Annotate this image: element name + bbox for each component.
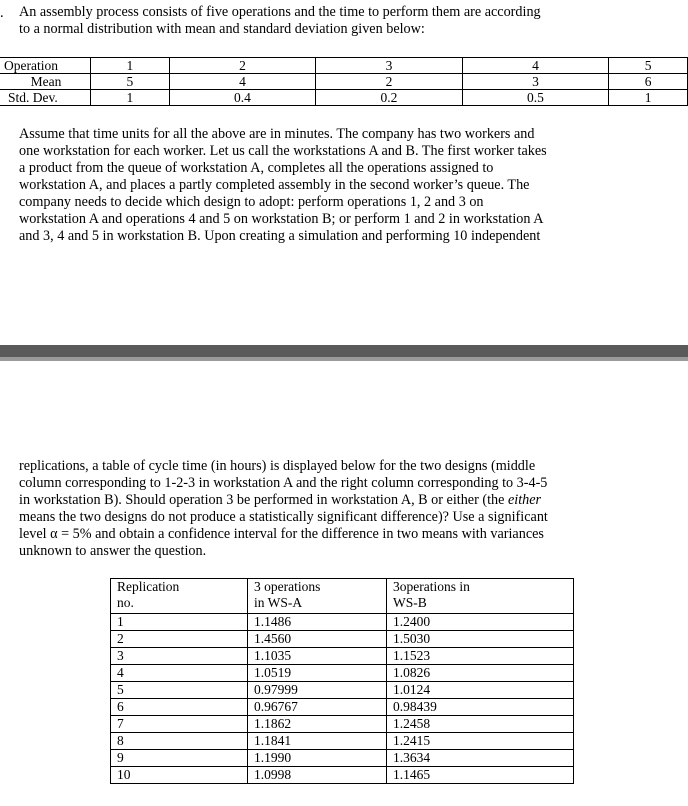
table-cell: 1.0998 [248,767,387,784]
table-row [111,631,574,648]
paragraph-line: company needs to decide which design to adopt: perform operations 1, 2 and 3 on [19,194,484,210]
table-header-row [111,579,574,614]
paragraph-line: unknown to answer the question. [19,543,207,559]
row-label: Mean [0,74,91,90]
table-cell: 1.2415 [387,733,574,750]
table-cell: 4 [169,74,316,90]
row-label: Operation [0,58,91,74]
table-row [111,699,574,716]
table-cell: 5 [91,74,170,90]
problem-paragraph-2 [19,458,591,560]
intro-line: An assembly process consists of five operations and the time to perform them are according [19,4,541,20]
header-line: WS-B [393,595,427,610]
table-cell: 2 [111,631,248,648]
table-cell: 4 [462,58,609,74]
table-cell: 3 [462,74,609,90]
table-row [111,614,574,631]
table-cell: 1 [91,90,170,106]
table-cell: 3 [316,58,463,74]
table-row [0,58,688,74]
cycle-time-table [110,578,574,784]
table-cell: 1.1841 [248,733,387,750]
table-row [111,648,574,665]
operations-table [0,57,688,106]
table-cell: 2 [169,58,316,74]
table-cell: 0.5 [462,90,609,106]
table-cell: 1 [111,614,248,631]
column-header [387,579,574,614]
paragraph-line: a product from the queue of workstation A, completes all the operations assigned to [19,160,494,176]
paragraph-text: in workstation B). Should operation 3 be performed in workstation A, B or either (the [19,492,508,508]
table-cell: 1 [609,90,688,106]
paragraph-line: workstation A, and places a partly completed assembly in the second worker’s queue. The [19,177,530,193]
paragraph-line: Assume that time units for all the above are in minutes. The company has two workers and [19,126,535,142]
question-marker: . [0,5,4,21]
table-cell: 1.1990 [248,750,387,767]
page-break-divider [0,345,688,357]
table-cell: 1.2400 [387,614,574,631]
intro-line: to a normal distribution with mean and standard deviation given below: [19,21,425,37]
table-cell: 1.1486 [248,614,387,631]
table-row [111,750,574,767]
column-header [111,579,248,614]
paragraph-line: level α = 5% and obtain a confidence interval for the difference in two means with variances [19,526,544,542]
table-cell: 1.4560 [248,631,387,648]
table-cell: 1.1035 [248,648,387,665]
page-break-shadow [0,357,688,361]
paragraph-line: and 3, 4 and 5 in workstation B. Upon creating a simulation and performing 10 independent [19,228,541,244]
table-row [111,716,574,733]
table-cell: 0.96767 [248,699,387,716]
table-cell: 1 [91,58,170,74]
table-row [111,767,574,784]
table-row [0,74,688,90]
table-row [111,733,574,750]
header-line: Replication [117,579,180,594]
table-cell: 5 [609,58,688,74]
emphasis-text: either [507,492,542,508]
table-cell: 1.3634 [387,750,574,767]
table-cell: 1.5030 [387,631,574,648]
paragraph-line [19,492,591,509]
paragraph-line: means the two designs do not produce a statistically significant difference)? Use a significant [19,509,548,525]
table-cell: 0.4 [169,90,316,106]
table-row [111,665,574,682]
table-cell: 0.98439 [387,699,574,716]
table-cell: 1.0519 [248,665,387,682]
paragraph-line: replications, a table of cycle time (in hours) is displayed below for the two designs (middle [19,458,536,474]
paragraph-line: one workstation for each worker. Let us call the workstations A and B. The first worker takes [19,143,547,159]
table-cell: 7 [111,716,248,733]
table-cell: 1.2458 [387,716,574,733]
table-cell: 4 [111,665,248,682]
header-line: no. [117,595,134,610]
column-header [248,579,387,614]
table-cell: 1.1523 [387,648,574,665]
table-cell: 8 [111,733,248,750]
row-label: Std. Dev. [0,90,91,106]
table-cell: 9 [111,750,248,767]
header-line: 3 operations [254,579,321,594]
table-cell: 1.0826 [387,665,574,682]
table-row [111,682,574,699]
table-cell: 1.1862 [248,716,387,733]
paragraph-line: column corresponding to 1-2-3 in workstation A and the right column corresponding to 3-4-5 [19,475,548,491]
intro-paragraph [19,4,591,38]
table-cell: 0.2 [316,90,463,106]
header-line: in WS-A [254,595,303,610]
table-cell: 1.1465 [387,767,574,784]
table-cell: 5 [111,682,248,699]
header-line: 3operations in [393,579,470,594]
table-row [0,90,688,106]
table-cell: 10 [111,767,248,784]
table-cell: 6 [111,699,248,716]
table-cell: 6 [609,74,688,90]
problem-paragraph-1 [19,126,591,245]
paragraph-line: workstation A and operations 4 and 5 on workstation B; or perform 1 and 2 in workstation A [19,211,544,227]
table-cell: 0.97999 [248,682,387,699]
table-cell: 2 [316,74,463,90]
table-cell: 3 [111,648,248,665]
table-cell: 1.0124 [387,682,574,699]
